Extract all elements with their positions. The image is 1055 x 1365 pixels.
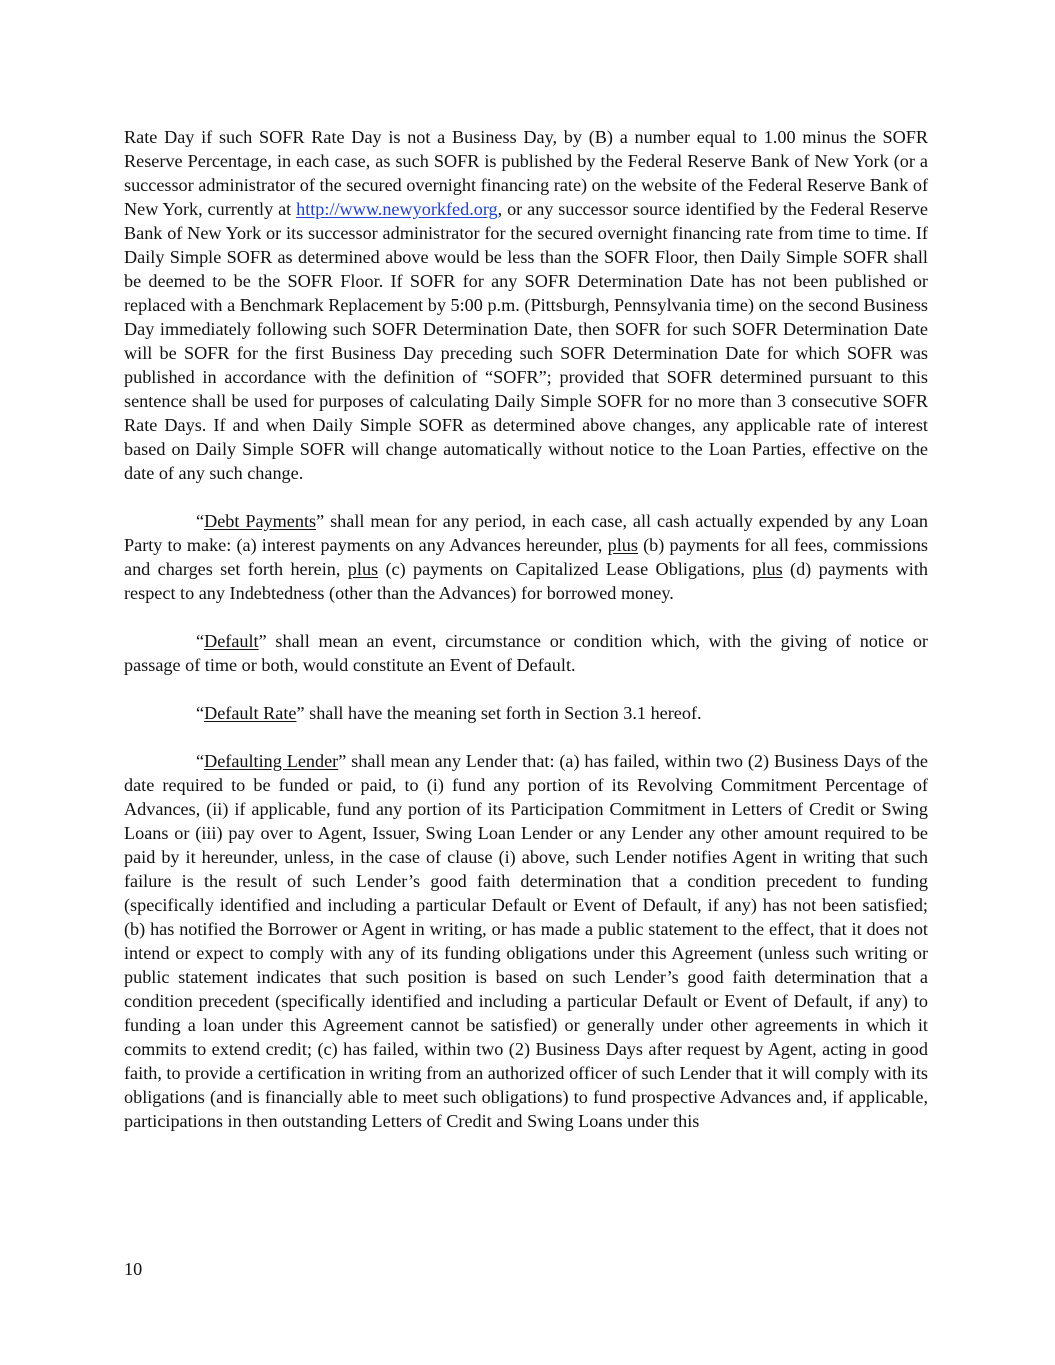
plus-term: plus [752, 559, 783, 579]
definition-text: shall mean any Lender that: (a) has failed, within two (2) Business Days of the date required to be funded or paid, to (i) fund any portion of its Revolving Commitment Percentage of Advances, (ii) if applicable, fund any portion of its Participation Commitment in Letters of Credit or Swing Loans or (iii) pay over to Agent, Issuer, Swing Loan Lender or any Lender any other amount required to be paid by it hereunder, unless, in the case of clause (i) above, such Lender notifies Agent in writing that such failure is the result of such Lender’s good faith determination that a condition precedent to funding (specifically identified and including a particular Default or Event of Default, if any) has not been satisfied; (b) has notified the Borrower or Agent in writing, or has made a public statement to the effect, that it does not intend or expect to comply with any of its funding obligations under this Agreement (unless such writing or public statement indicates that such position is based on such Lender’s good faith determination that a condition precedent (specifically identified and including a particular Default or Event of Default, if any) to funding a loan under this Agreement cannot be satisfied) or generally under other agreements in which it commits to extend credit; (c) has failed, within two (2) Business Days after request by Agent, acting in good faith, to provide a certification in writing from an authorized officer of such Lender that it will comply with its obligations (and is financially able to meet such obligations) to fund prospective Advances and, if applicable, participations in then outstanding Letters of Credit and Swing Loans under this [124, 751, 929, 1131]
defined-term: Default [204, 631, 259, 651]
definition-text: (c) payments on Capitalized Lease Obligations, [378, 559, 753, 579]
definition-text: (b) payments for all fees, commissions and charges set forth herein, [124, 535, 928, 579]
defined-term: Debt Payments [204, 511, 317, 531]
document-page [124, 125, 928, 1133]
plus-term: plus [347, 559, 379, 579]
plus-term: plus [607, 535, 638, 555]
definition-text: shall mean for any period, in each case, all cash actually expended by any Loan Party to make: (a) interest payments on any Advances hereunder, [124, 511, 928, 555]
paragraph-daily-simple-sofr-continued [124, 125, 928, 485]
definition-default-rate: “Default Rate” shall have the meaning set forth in Section 3.1 hereof. [196, 703, 702, 723]
definition-text: (d) payments with respect to any Indebtedness (other than the Advances) for borrowed money. [124, 559, 928, 603]
definition-text: shall have the meaning set forth in Section 3.1 hereof. [304, 703, 702, 723]
definition-text: shall mean an event, circumstance or condition which, with the giving of notice or passage of time or both, would constitute an Event of Default. [124, 631, 928, 675]
defined-term: Default Rate [204, 703, 297, 723]
defined-term: Defaulting Lender [204, 751, 339, 771]
definition-defaulting-lender: “Defaulting Lender” shall mean any Lender that: (a) has failed, within two (2) Business Days of the date required to be funded or paid, to (i) fund any portion of its Revolving Commitment Percentage of Advances, (ii) if applicable, fund any portion of its Participation Commitment in Letters of Credit or Swing Loans or (iii) pay over to Agent, Issuer, Swing Loan Lender or any Lender any other amount required to be paid by it hereunder, unless, in the case of clause (i) above, such Lender notifies Agent in writing that such failure is the result of such Lender’s good faith determination that a condition precedent to funding (specifically identified and including a particular Default or Event of Default, if any) has not been satisfied; (b) has notified the Borrower or Agent in writing, or has made a public statement to the effect, that it does not intend or expect to comply with any of its funding obligations under this Agreement (unless such writing or public statement indicates that such position is based on such Lender’s good faith determination that a condition precedent (specifically identified and including a particular Default or Event of Default, if any) to funding a loan under this Agreement cannot be satisfied) or generally under other agreements in which it commits to extend credit; (c) has failed, within two (2) Business Days after request by Agent, acting in good faith, to provide a certification in writing from an authorized officer of such Lender that it will comply with its obligations (and is financially able to meet such obligations) to fund prospective Advances and, if applicable, participations in then outstanding Letters of Credit and Swing Loans under this [124, 751, 929, 1131]
paragraph-text: Rate Day if such SOFR Rate Day is not a Business Day, by (B) a number equal to 1.00 minus the SOFR Reserve Percentage, in each case, as such SOFR is published by the Federal Reserve Bank of New York (or a successor administrator of the secured overnight financing rate) on the website of the Federal Reserve Bank of New York, currently at [124, 127, 929, 219]
paragraph-text: , or any successor source identified by the Federal Reserve Bank of New York or its successor administrator for the secured overnight financing rate from time to time. If Daily Simple SOFR as determined above would be less than the SOFR Floor, then Daily Simple SOFR shall be deemed to be the SOFR Floor. If SOFR for any SOFR Determination Date has not been published or replaced with a Benchmark Replacement by 5:00 p.m. (Pittsburgh, Pennsylvania time) on the second Business Day immediately following such SOFR Determination Date, then SOFR for such SOFR Determination Date will be SOFR for the first Business Day preceding such SOFR Determination Date for which SOFR was published in accordance with the definition of “SOFR”; provided that SOFR determined pursuant to this sentence shall be used for purposes of calculating Daily Simple SOFR for no more than 3 consecutive SOFR Rate Days. If and when Daily Simple SOFR as determined above changes, any applicable rate of interest based on Daily Simple SOFR will change automatically without notice to the Loan Parties, effective on the date of any such change. [124, 199, 928, 483]
definition-default: “Default” shall mean an event, circumstance or condition which, with the giving of notice or passage of time or both, would constitute an Event of Default. [124, 631, 928, 675]
newyorkfed-link[interactable]: http://www.newyorkfed.org [296, 199, 498, 219]
definition-debt-payments: “Debt Payments” shall mean for any period, in each case, all cash actually expended by any Loan Party to make: (a) interest payments on any Advances hereunder, plus (b) payments for all fees, commissions and charges set forth herein, plus (c) payments on Capitalized Lease Obligations, plus (d) payments with respect to any Indebtedness (other than the Advances) for borrowed money. [124, 511, 928, 603]
page-number: 10 [124, 1259, 143, 1279]
